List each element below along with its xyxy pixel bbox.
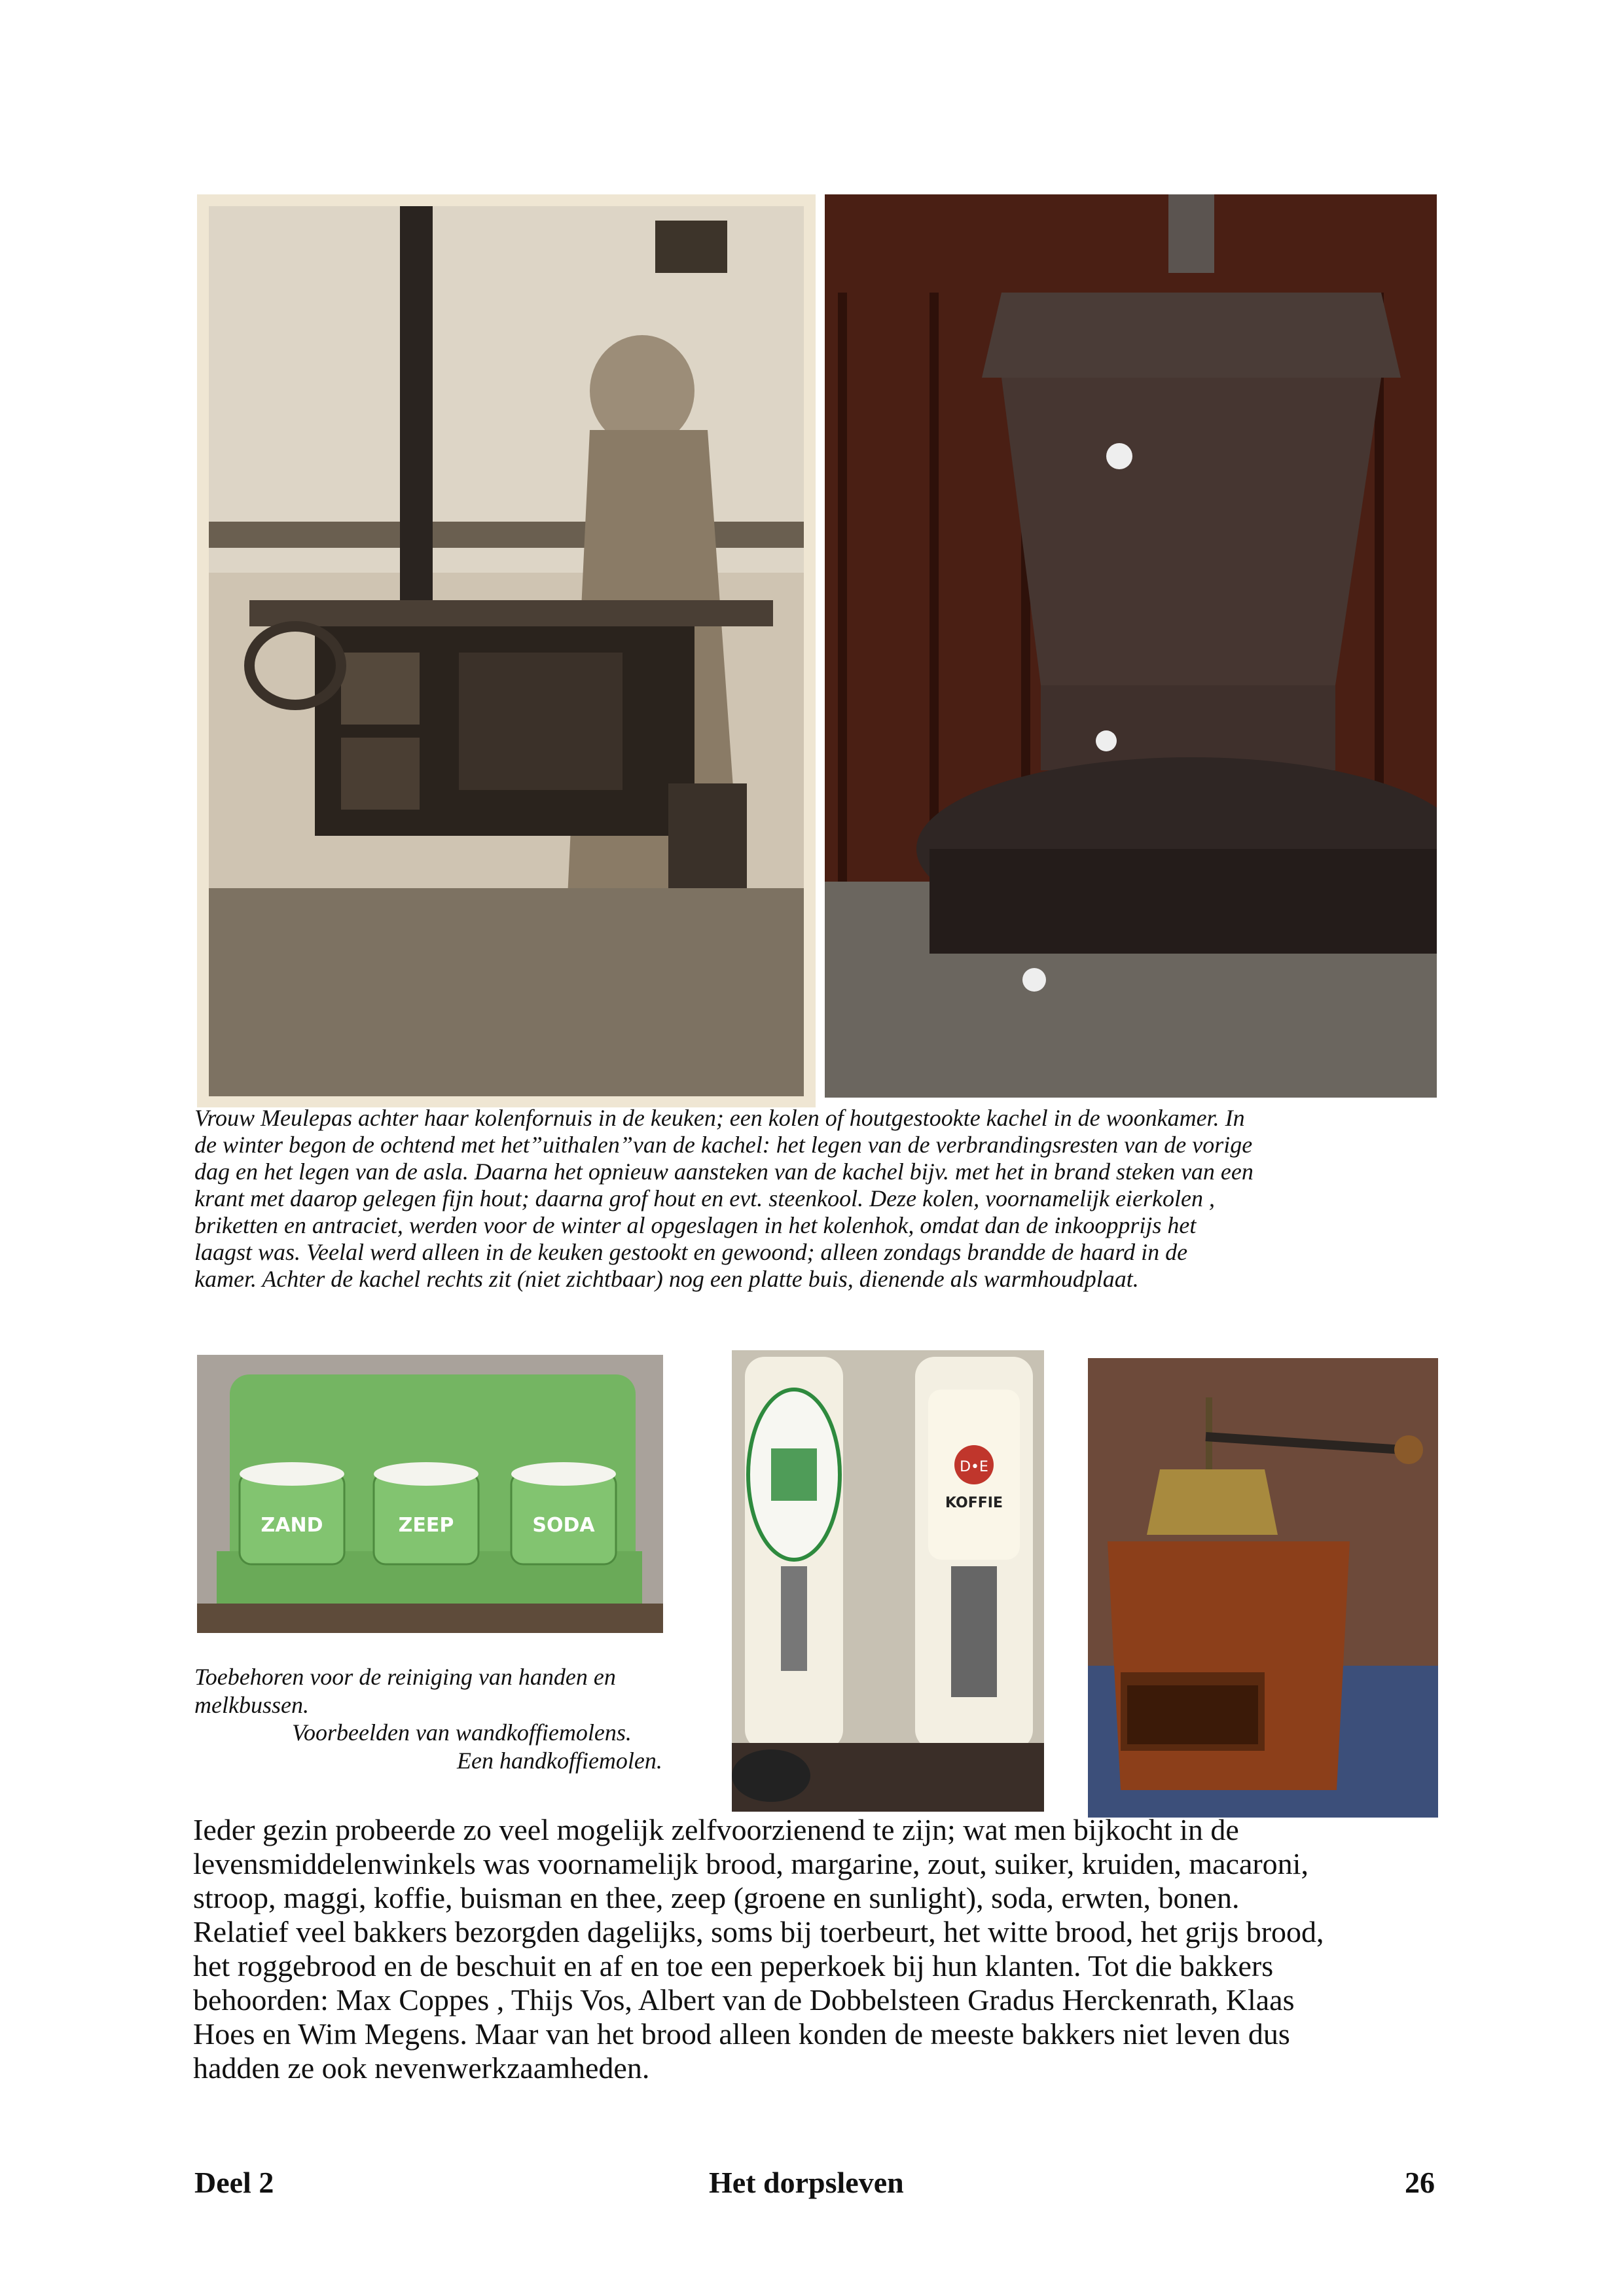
caption-containers-line1: Toebehoren voor de reiniging van handen en — [194, 1664, 616, 1690]
body-paragraph — [193, 1813, 1440, 2085]
caption-line: kamer. Achter de kachel rechts zit (niet zichtbaar) nog een platte buis, dienende als warmhoudplaat. — [194, 1266, 1139, 1292]
caption-line: dag en het legen van de asla. Daarna het opnieuw aansteken van de kachel bijv. met het in brand steken van een — [194, 1158, 1254, 1185]
footer-chapter: Deel 2 — [194, 2166, 274, 2199]
caption-line: Vrouw Meulepas achter haar kolenfornuis in de keuken; een kolen of houtgestookte kachel in de woonkamer. In — [194, 1105, 1245, 1131]
body-line: behoorden: Max Coppes , Thijs Vos, Albert van de Dobbelsteen Gradus Herckenrath, Klaas — [193, 1983, 1295, 2017]
caption-wall-grinders: Voorbeelden van wandkoffiemolens. — [292, 1719, 632, 1746]
grinder-koffie-label: KOFFIE — [945, 1495, 1003, 1511]
body-line: Relatief veel bakkers bezorgden dagelijks, soms bij toerbeurt, het witte brood, het grijs brood, — [193, 1915, 1324, 1948]
wall-grinders-photo — [732, 1350, 1044, 1812]
body-line: stroop, maggi, koffie, buisman en thee, zeep (groene en sunlight), soda, erwten, bonen. — [193, 1881, 1240, 1914]
enamel-containers-photo — [197, 1355, 663, 1633]
parlour-stove-photo — [825, 194, 1437, 1098]
caption-line: de winter begon de ochtend met het”uithalen”van de kachel: het legen van de verbrandingsresten van de vorige — [194, 1132, 1253, 1158]
caption-hand-grinder: Een handkoffiemolen. — [457, 1748, 662, 1774]
grinder-logo: D•E — [960, 1459, 988, 1475]
body-line: Ieder gezin probeerde zo veel mogelijk zelfvoorzienend te zijn; wat men bijkocht in de — [193, 1813, 1239, 1846]
body-line: Hoes en Wim Megens. Maar van het brood alleen konden de meeste bakkers niet leven dus — [193, 2017, 1290, 2051]
container-label-zand: ZAND — [261, 1514, 323, 1537]
caption-line: krant met daarop gelegen fijn hout; daarna grof hout en evt. steenkool. Deze kolen, voornamelijk eierkolen , — [194, 1185, 1215, 1211]
page-number: 26 — [1405, 2166, 1435, 2199]
caption-line: laagst was. Veelal werd alleen in de keuken gestookt en gewoond; alleen zondags brandde de haard in de — [194, 1239, 1188, 1265]
footer-title: Het dorpsleven — [709, 2166, 904, 2199]
container-label-zeep: ZEEP — [398, 1514, 454, 1537]
kitchen-stove-photo — [197, 194, 816, 1107]
container-label-soda: SODA — [532, 1514, 595, 1537]
caption-line: briketten en antraciet, werden voor de winter al opgeslagen in het kolenhok, omdat dan de inkoopprijs het — [194, 1212, 1197, 1238]
body-line: het roggebrood en de beschuit en af en toe een peperkoek bij hun klanten. Tot die bakkers — [193, 1949, 1274, 1982]
body-line: levensmiddelenwinkels was voornamelijk brood, margarine, zout, suiker, kruiden, macaroni, — [193, 1847, 1308, 1880]
caption-containers-line2: melkbussen. — [194, 1692, 309, 1718]
body-line: hadden ze ook nevenwerkzaamheden. — [193, 2051, 650, 2085]
hand-grinder-photo — [1088, 1358, 1438, 1818]
main-caption — [194, 1105, 1438, 1293]
